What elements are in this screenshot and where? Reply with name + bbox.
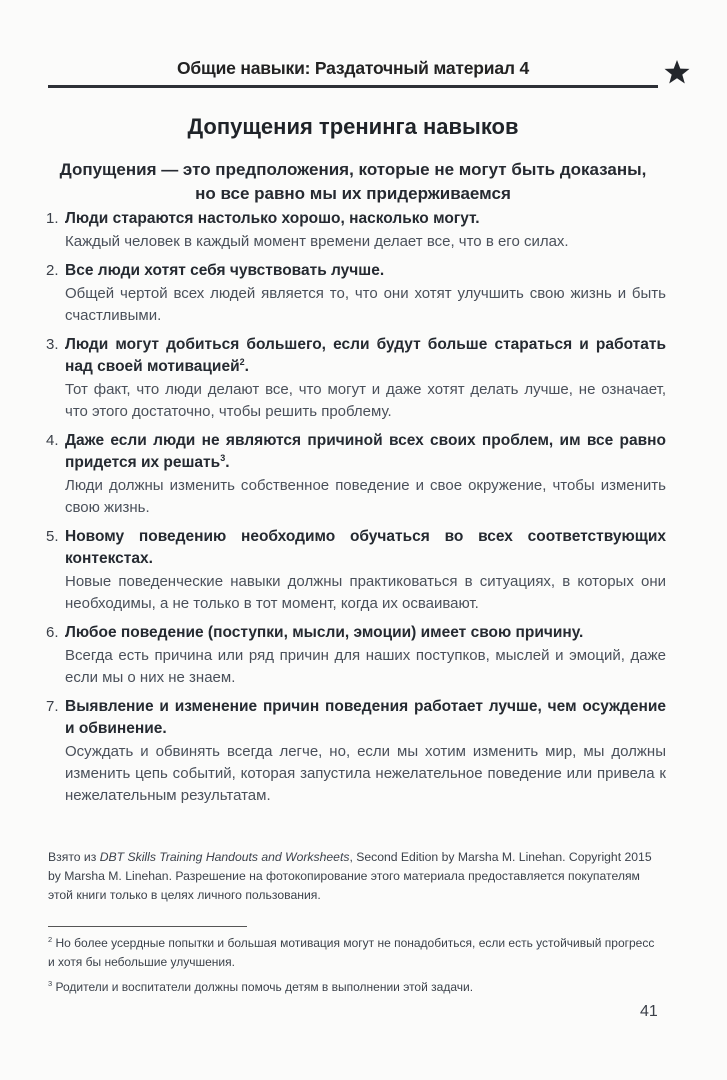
- item-heading: Любое поведение (поступки, мысли, эмоции) имеет свою причину.: [65, 624, 584, 641]
- book-title: DBT Skills Training Handouts and Worksheets: [99, 850, 350, 864]
- list-item: [46, 208, 666, 253]
- item-heading: Все люди хотят себя чувствовать лучше.: [65, 262, 385, 279]
- item-body: Тот факт, что люди делают все, что могут и даже хотят делать лучше, не означает, что этого достаточно, чтобы решить проблему.: [65, 381, 666, 420]
- item-body: Общей чертой всех людей является то, что они хотят улучшить свою жизнь и быть счастливыми.: [65, 285, 666, 324]
- item-heading: Люди могут добиться большего, если будут больше стараться и работать над своей мотивацией$^2$.: [65, 336, 666, 375]
- item-body: Осуждать и обвинять всегда легче, но, если мы хотим изменить мир, мы должны изменить цепь событий, которая запустила нежелательное поведение или привела к нежелательным результатам.: [65, 743, 666, 804]
- source-note: Взято из DBT Skills Training Handouts and Worksheets, Second Edition by Marsha M. Linehan. Copyright 2015 by Marsha M. Linehan. Разрешение на фотокопирование этого материала предоставляется покупателям этой книги только в целях личного пользования.: [48, 850, 652, 902]
- item-body: Каждый человек в каждый момент времени делает все, что в его силах.: [65, 233, 569, 250]
- list-item: [46, 696, 666, 807]
- header-rule: [48, 85, 658, 88]
- subtitle-line-1: Допущения — это предположения, которые не могут быть доказаны,: [59, 160, 647, 179]
- list-item: [46, 260, 666, 327]
- item-number: 5.: [46, 528, 59, 545]
- list-item: [46, 430, 666, 519]
- assumptions-list: [46, 208, 666, 814]
- item-number: 2.: [46, 262, 59, 279]
- item-heading: Выявление и изменение причин поведения работает лучше, чем осуждение и обвинение.: [65, 698, 666, 737]
- item-body: Новые поведенческие навыки должны практиковаться в ситуациях, в которых они необходимы, а не только в тот момент, когда их осваивают.: [65, 573, 666, 612]
- header-title: Общие навыки: Раздаточный материал 4: [176, 58, 529, 78]
- footnote: $^3$ Родители и воспитатели должны помочь детям в выполнении этой задачи.: [48, 979, 474, 994]
- footnote-ref: 2: [239, 356, 245, 367]
- page-title: Допущения тренинга навыков: [187, 114, 519, 139]
- subtitle-line-2: но все равно мы их придерживаемся: [195, 184, 511, 203]
- list-item: [46, 334, 666, 423]
- star-icon: [663, 58, 691, 86]
- item-number: 4.: [46, 432, 59, 449]
- page-number: 41: [640, 1003, 658, 1020]
- subtitle: [48, 158, 658, 206]
- item-number: 3.: [46, 336, 59, 353]
- item-number: 6.: [46, 624, 59, 641]
- footnote-ref: 3: [220, 452, 226, 463]
- item-body: Люди должны изменить собственное поведение и свое окружение, чтобы изменить свою жизнь.: [65, 477, 666, 516]
- footnotes: [48, 934, 664, 1003]
- footnote-divider: [48, 926, 247, 927]
- footnote: $^2$ Но более усердные попытки и большая мотивация могут не понадобиться, если есть устойчивый прогресс и хотя бы небольшие улучшения.: [48, 935, 655, 969]
- item-heading: Новому поведению необходимо обучаться во всех соответствующих контекстах.: [65, 528, 666, 567]
- list-item: [46, 622, 666, 689]
- item-number: 7.: [46, 698, 59, 715]
- item-number: 1.: [46, 210, 59, 227]
- item-body: Всегда есть причина или ряд причин для наших поступков, мыслей и эмоций, даже если мы о них не знаем.: [65, 647, 666, 686]
- item-heading: Даже если люди не являются причиной всех своих проблем, им все равно придется их решать$^3$.: [65, 432, 666, 471]
- item-heading: Люди стараются настолько хорошо, насколько могут.: [65, 210, 480, 227]
- list-item: [46, 526, 666, 615]
